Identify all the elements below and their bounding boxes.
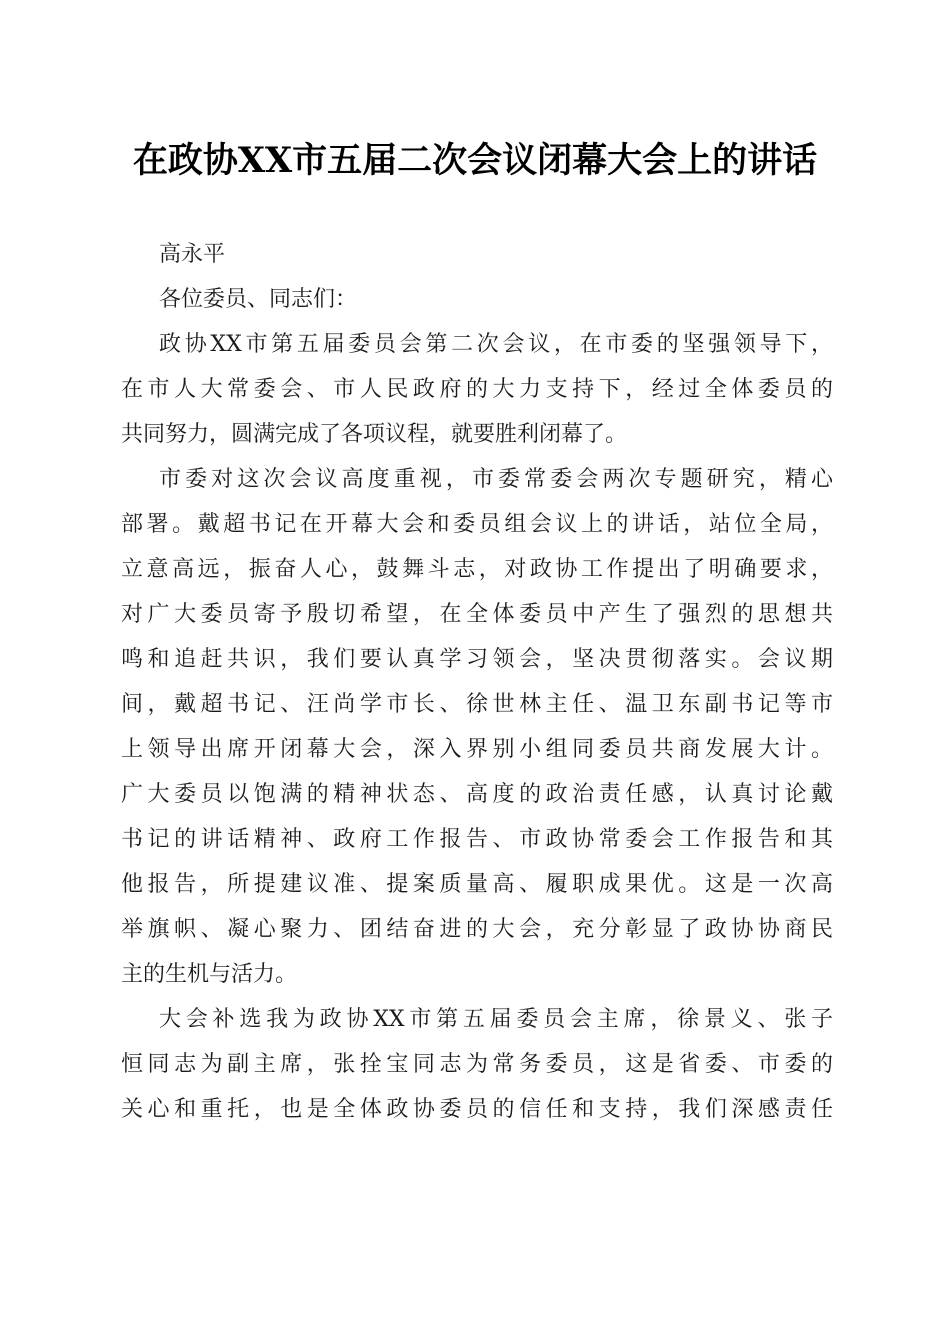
- document-title: 在政协XX市五届二次会议闭幕大会上的讲话: [132, 140, 818, 181]
- paragraph-line: 上领导出席开闭幕大会，深入界别小组同委员共商发展大计。: [121, 737, 833, 762]
- paragraph-line: 广大委员以饱满的精神状态、高度的政治责任感，认真讨论戴: [121, 782, 833, 807]
- paragraph-line: 市委对这次会议高度重视，市委常委会两次专题研究，精心: [159, 467, 833, 492]
- paragraph-line: 间，戴超书记、汪尚学市长、徐世林主任、温卫东副书记等市: [121, 692, 833, 717]
- salutation-line: 各位委员、同志们：: [159, 287, 358, 312]
- paragraph-line: 共同努力，圆满完成了各项议程，就要胜利闭幕了。: [121, 422, 628, 447]
- paragraph-line: 政协XX市第五届委员会第二次会议，在市委的坚强领导下，: [159, 332, 833, 357]
- paragraph-line: 主的生机与活力。: [121, 962, 298, 987]
- paragraph-3: [121, 997, 833, 1132]
- paragraph-line: 关心和重托，也是全体政协委员的信任和支持，我们深感责任: [121, 1097, 833, 1122]
- paragraph-2: [121, 457, 833, 997]
- paragraph-line: 举旗帜、凝心聚力、团结奋进的大会，充分彰显了政协协商民: [121, 917, 833, 942]
- paragraph-line: 鸣和追赶共识，我们要认真学习领会，坚决贯彻落实。会议期: [121, 647, 833, 672]
- paragraph-line: 对广大委员寄予殷切希望，在全体委员中产生了强烈的思想共: [121, 602, 833, 627]
- document-body: [121, 232, 833, 1132]
- paragraph-line: 在市人大常委会、市人民政府的大力支持下，经过全体委员的: [121, 377, 833, 402]
- paragraph-line: 立意高远，振奋人心，鼓舞斗志，对政协工作提出了明确要求，: [121, 557, 833, 582]
- paragraph-line: 恒同志为副主席，张拴宝同志为常务委员，这是省委、市委的: [121, 1052, 833, 1077]
- author-line: 高永平: [159, 242, 226, 267]
- paragraph-line: 他报告，所提建议准、提案质量高、履职成果优。这是一次高: [121, 872, 833, 897]
- paragraph-line: 部署。戴超书记在开幕大会和委员组会议上的讲话，站位全局，: [121, 512, 833, 537]
- paragraph-line: 大会补选我为政协XX市第五届委员会主席，徐景义、张子: [159, 1007, 833, 1032]
- paragraph-1: [121, 322, 833, 457]
- paragraph-line: 书记的讲话精神、政府工作报告、市政协常委会工作报告和其: [121, 827, 833, 852]
